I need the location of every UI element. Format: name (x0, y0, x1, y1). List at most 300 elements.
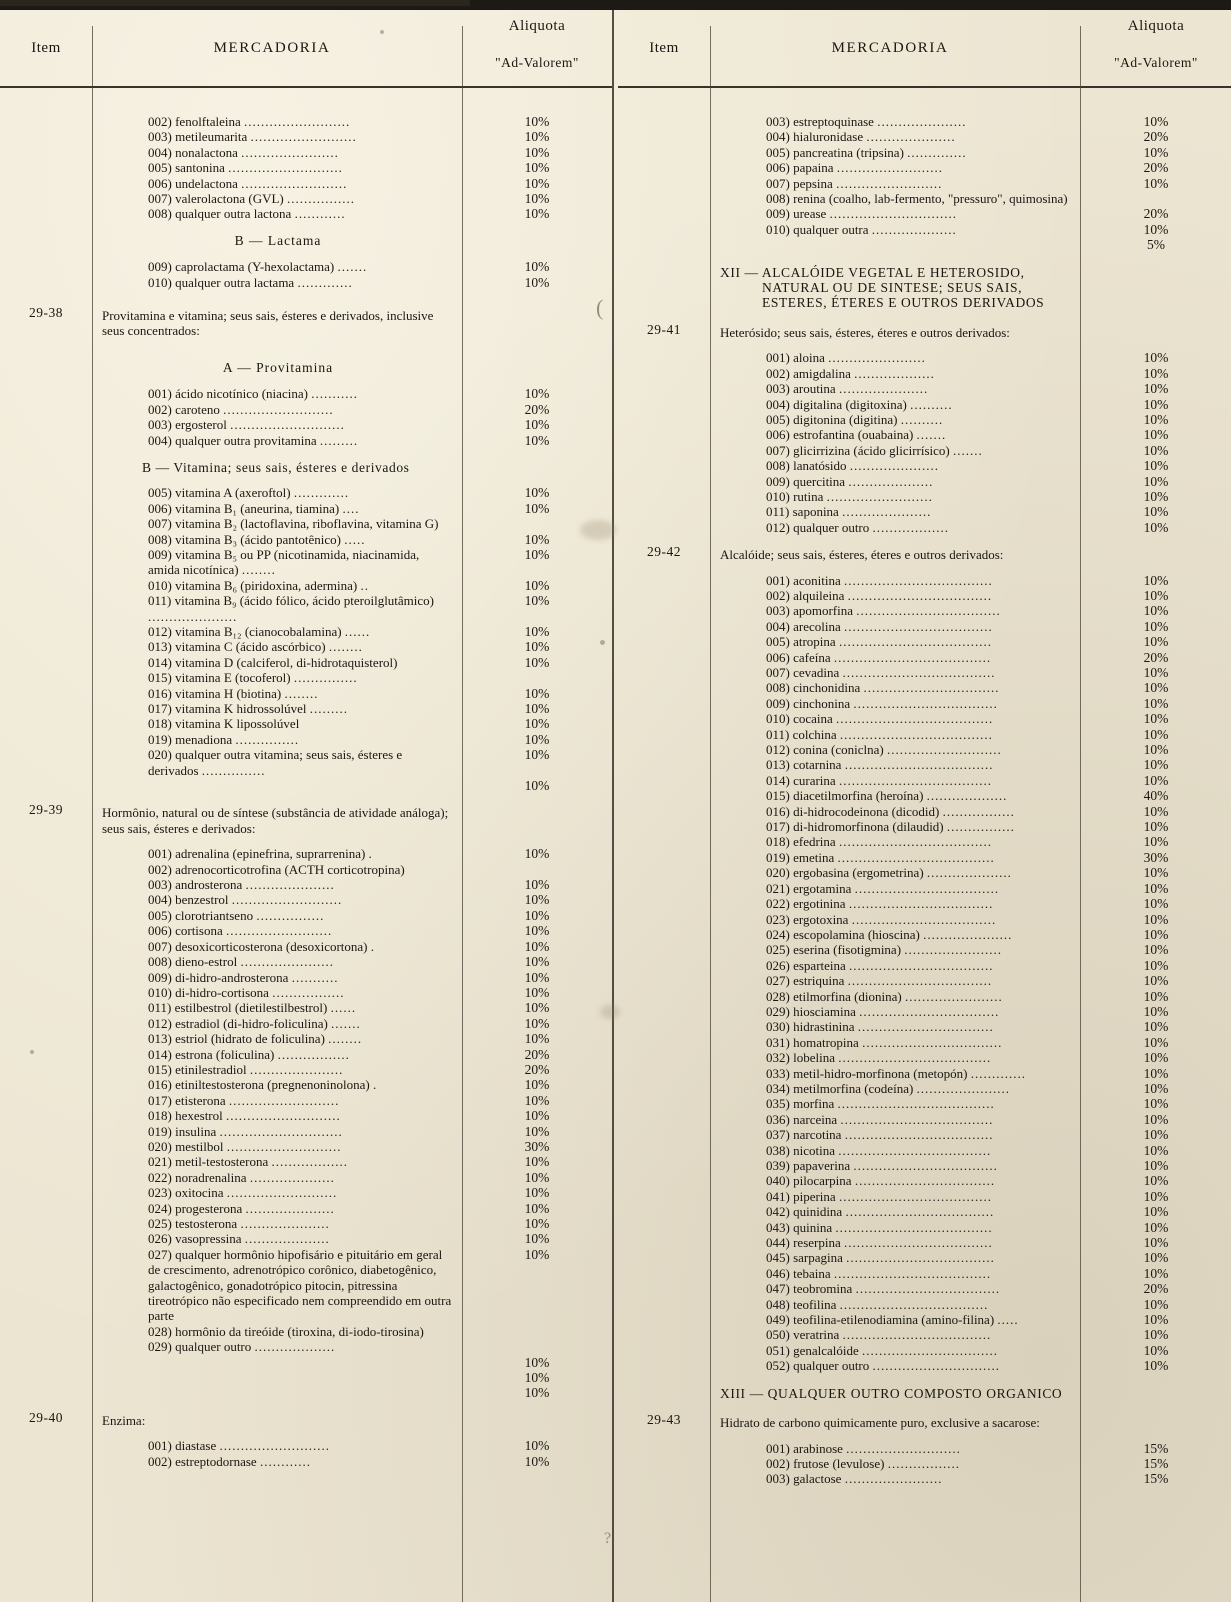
list-item: 004) digitalina (digitoxina) .......... (766, 396, 953, 412)
rate-value: 20% (1143, 649, 1169, 665)
rate-value: 10% (1143, 880, 1169, 896)
list-item: 008) lanatósido ..................... (766, 458, 940, 474)
list-item: 015) etinilestradiol ...................... (148, 1061, 344, 1077)
leader-dots: .................................... (838, 772, 992, 788)
list-item (766, 1066, 1073, 1081)
list-item: 018) vitamina K lipossolúvel (148, 716, 300, 732)
leader-dots: ...................... (916, 1080, 1011, 1096)
rate-value: 10% (1143, 603, 1169, 619)
list-item: 008) qualquer outra lactona ............ (148, 206, 346, 222)
leader-dots: .................................. (849, 957, 994, 973)
item-name: etilmorfina (dionina) (789, 988, 906, 1004)
right-table-header (612, 10, 1231, 88)
list-item (766, 1358, 1073, 1373)
rate-value: 10% (1143, 680, 1169, 696)
list-item: 002) amigdalina ................... (766, 365, 935, 381)
item-number: 047) (766, 1281, 790, 1297)
list-item: 001) diastase .......................... (148, 1438, 330, 1454)
rate-cell: 10% 20% 10% 10% (524, 386, 550, 448)
leader-dots: ......................... (244, 114, 351, 129)
item-name: tebaina (789, 1265, 834, 1281)
header-aliquota-line2: "Ad-Valorem" (495, 55, 579, 70)
rate-value: 10% (1143, 926, 1169, 942)
list-item (766, 742, 1073, 757)
item-code: 29-40 (29, 1409, 63, 1425)
leader-dots: .................................. (851, 911, 997, 927)
rate-value: 10% (1143, 1235, 1169, 1251)
item-number: 006) (766, 649, 790, 665)
item-number: 012) (766, 742, 790, 758)
item-name: aconitina (789, 572, 844, 588)
item-number: 041) (766, 1188, 790, 1204)
list-item (766, 650, 1073, 665)
list-item (766, 1035, 1073, 1050)
item-name: ergotamina (789, 880, 855, 896)
list-item (766, 912, 1073, 927)
item-name: reserpina (789, 1235, 844, 1251)
item-name: narceina (789, 1111, 841, 1127)
list-item: 007) valerolactona (GVL) ................ (148, 191, 355, 207)
list-item: 001) aloina ....................... (766, 350, 926, 366)
item-name: escopolamina (hioscina) (789, 926, 924, 942)
list-item: 010) qualquer outra lactama ............. (148, 274, 353, 290)
rate-cell: 10% 20% 10% 20% 10% 20% 10% 5% (1143, 114, 1169, 253)
item-number: 038) (766, 1142, 790, 1158)
chapter-title-xiii: XIII — QUALQUER OUTRO COMPOSTO ORGANICO (720, 1385, 1063, 1401)
list-item (766, 588, 1073, 603)
item-name: cotarnina (789, 757, 845, 773)
item-name: estriquina (789, 973, 848, 989)
item-name: curarina (789, 772, 839, 788)
list-item: 011) saponina ..................... (766, 504, 932, 520)
rate-value: 10% (1143, 1250, 1169, 1266)
leader-dots: ................................... (839, 1296, 989, 1312)
list-item (766, 665, 1073, 680)
rate-cell: 10% 10% (524, 1438, 550, 1469)
list-item: 005) santonina ........................... (148, 160, 343, 176)
list-item (766, 1173, 1073, 1188)
list-item (766, 1266, 1073, 1281)
list-item: 008) vitamina B₃ (ácido pantotênico) ..... (148, 531, 366, 547)
list-item: 003) estreptoquinase ..................... (766, 114, 967, 129)
rate-value: 10% (1143, 618, 1169, 634)
rate-value: 10% (1143, 1342, 1169, 1358)
rate-cell: 10% 10% 10% 10% 10% 10% 10% 10% 10% 10% 10% 10% 20% 20% 10% 10% 10% 10% 30% 10% 10% 10% 10% 10% 10% 10% 10% 10% 10% (524, 846, 550, 1401)
rate-value: 20% (1143, 1281, 1169, 1297)
leader-dots: .................................. (853, 695, 998, 711)
entry-lead-text: Heterósido; seus sais, ésteres, éteres e outros derivados: (720, 324, 1010, 340)
leader-dots: ................................... (844, 757, 994, 773)
list-item: 022) noradrenalina .................... (148, 1169, 335, 1185)
list-item: 013) vitamina C (ácido ascórbico) ........ (148, 639, 363, 655)
list-item: 017) etisterona .......................... (148, 1092, 340, 1108)
group-title-provitamina: A — Provitamina (222, 359, 334, 375)
list-item (766, 1004, 1073, 1019)
header-aliquota-line1: Aliquota (508, 18, 566, 34)
leader-dots: ................................. (854, 1173, 996, 1189)
item-number: 016) (766, 803, 790, 819)
chapter-title-xii: XII — ALCALÓIDE VEGETAL E HETEROSIDO, NATURAL OU DE SINTESE; SEUS SAIS, ESTERES, ÉTERES E OUTROS DERIVADOS (720, 264, 1045, 311)
item-name: morfina (789, 1096, 838, 1112)
rate-cell (1081, 573, 1231, 1374)
list-item: 009) urease .............................. (766, 206, 958, 222)
list-item: 003) aroutina ..................... (766, 381, 929, 397)
item-name: colchina (789, 726, 840, 742)
list-item (766, 1297, 1073, 1312)
scan-speck (380, 30, 384, 34)
list-item: 023) oxitocina .......................... (148, 1185, 338, 1201)
list-item: 005) pancreatina (tripsina) .............. (766, 144, 967, 160)
list-item (766, 1204, 1073, 1219)
list-item: 012) estradiol (di-hidro-foliculina) ....... (148, 1015, 361, 1031)
item-name: esparteina (789, 957, 850, 973)
item-number: 010) (766, 711, 790, 727)
list-item (766, 1081, 1073, 1096)
list-item (766, 1250, 1073, 1265)
rate-value: 10% (1143, 1050, 1169, 1066)
item-number: 025) (766, 942, 790, 958)
entry-lead-text: Hormônio, natural ou de síntese (substância de atividade análoga); seus sais, ésteres e derivados: (102, 805, 449, 836)
list-item: 006) estrofantina (ouabaina) ....... (766, 427, 947, 443)
item-number: 033) (766, 1065, 790, 1081)
leader-dots: ..... (997, 1312, 1019, 1328)
item-number: 015) (766, 788, 790, 804)
item-name: metil-hidro-morfinona (metopón) (789, 1065, 971, 1081)
item-number: 048) (766, 1296, 790, 1312)
item-name: teofilina (789, 1296, 840, 1312)
item-name: genalcalóide (789, 1342, 863, 1358)
leader-dots: ................................... (842, 1327, 992, 1343)
list-item: 007) desoxicorticosterona (desoxicortona) . (148, 938, 375, 954)
list-item (766, 788, 1073, 803)
leader-dots: ..................................... (836, 711, 994, 727)
list-item: 010) qualquer outra .................... (766, 221, 957, 237)
leader-dots: ................... (926, 788, 1008, 804)
list-item: 007) glicirrizina (ácido glicirrísico) ....... (766, 442, 983, 458)
table-row (0, 846, 612, 1401)
item-name: cocaina (789, 711, 837, 727)
leader-dots: .................................... (838, 834, 992, 850)
rate-value: 10% (1143, 942, 1169, 958)
leader-dots: ............. (970, 1065, 1026, 1081)
scan-speck (600, 640, 605, 645)
list-item: 003) galactose ....................... (766, 1471, 943, 1487)
entry-lead-text: Provitamina e vitamina; seus sais, ésteres e derivados, inclusive seus concentrados: (102, 308, 434, 339)
rate-value: 10% (1143, 957, 1169, 973)
leader-dots: ................. (942, 803, 1015, 819)
list-item: 004) hialuronidase ..................... (766, 129, 956, 145)
leader-dots: ................................ (862, 1342, 999, 1358)
rate-value: 10% (1143, 772, 1169, 788)
rate-value: 10% (1143, 1096, 1169, 1112)
leader-dots: .................................. (856, 603, 1001, 619)
list-item (766, 1343, 1073, 1358)
entry-29-41 (618, 321, 1231, 350)
list-item (766, 680, 1073, 695)
list-item (766, 711, 1073, 726)
list-item (766, 573, 1073, 588)
item-name: metilmorfina (codeína) (789, 1080, 917, 1096)
item-code: 29-39 (29, 802, 63, 818)
rate-value: 10% (1143, 1158, 1169, 1173)
left-column (0, 10, 612, 1602)
list-item: 006) vitamina B₁ (aneurina, tiamina) .... (148, 500, 360, 516)
item-number: 005) (766, 634, 790, 650)
entry-29-40 (0, 1409, 612, 1438)
rate-cell: 10% 10% 10% 10% 10% 10% 10% 10% 10% 10% 10% 10% (1143, 350, 1169, 535)
list-item (766, 927, 1073, 942)
list-item: 009) vitamina B₅ ou PP (nicotinamida, niacinamida, amida nicotínica) ........ (148, 546, 420, 578)
item-name: ergotoxina (789, 911, 852, 927)
leader-dots: ................................ (863, 680, 1000, 696)
item-number: 004) (766, 618, 790, 634)
scan-mark: ? (604, 1530, 612, 1547)
list-item: 027) qualquer hormônio hipofisário e pituitário em geral de crescimento, adrenotrópico corônico, diabetogênico, galactogênico, gonadotrópico pitocin, pitressina tireotrópico não especificado nem compreendido em outra parte (148, 1246, 452, 1324)
item-number: 031) (766, 1034, 790, 1050)
header-aliquota-line2: "Ad-Valorem" (1114, 55, 1198, 70)
list-item (766, 850, 1073, 865)
list-item: 004) benzestrol .......................... (148, 892, 343, 908)
list-item (766, 1127, 1073, 1142)
list-item (766, 881, 1073, 896)
item-number: 024) (766, 926, 790, 942)
list-item: 007) pepsina ......................... (766, 175, 943, 191)
scan-mark: ( (596, 295, 604, 320)
item-code: 29-41 (647, 321, 681, 337)
item-name: hidrastinina (789, 1019, 858, 1035)
list-item (766, 1050, 1073, 1065)
item-number: 028) (766, 988, 790, 1004)
list-item: 004) nonalactona ....................... (148, 144, 339, 160)
list-item: 020) mestilbol ........................... (148, 1138, 342, 1154)
leader-dots: .................................. (853, 1158, 998, 1173)
item-name: atropina (789, 634, 839, 650)
rate-value: 10% (1143, 803, 1169, 819)
item-number: 002) (766, 587, 790, 603)
list-item: 009) quercitina .................... (766, 473, 934, 489)
list-item (766, 973, 1073, 988)
item-number: 045) (766, 1250, 790, 1266)
entry-lead-text: Enzima: (102, 1412, 146, 1428)
header-item: Item (31, 40, 61, 56)
scan-speck (30, 1050, 34, 1054)
header-aliquota (1081, 18, 1231, 71)
list-item: 010) vitamina B₆ (piridoxina, adermina) .. (148, 577, 369, 593)
rate-value: 10% (1143, 634, 1169, 650)
rate-value: 10% (1143, 1142, 1169, 1158)
item-number: 009) (766, 695, 790, 711)
item-name: teofilina-etilenodiamina (amino-filina) (789, 1312, 998, 1328)
item-number: 011) (766, 726, 790, 742)
list-item: 015) vitamina E (tocoferol) ............... (148, 670, 358, 686)
table-row (618, 114, 1231, 253)
rate-value: 40% (1143, 788, 1169, 804)
header-mercadoria: MERCADORIA (213, 40, 331, 56)
leader-dots: .................................... (839, 726, 993, 742)
list-item (766, 958, 1073, 973)
leader-dots: ................................... (843, 1235, 993, 1251)
rate-value: 10% (1143, 834, 1169, 850)
rate-value: 10% (1143, 1127, 1169, 1143)
list-item: 005) clorotriantseno ................ (148, 907, 325, 923)
item-number: 020) (766, 865, 790, 881)
list-item: 008) renina (coalho, lab-fermento, "pressuro", quimosina) (766, 191, 1068, 207)
list-item: 003) androsterona ..................... (148, 877, 335, 893)
rate-value: 10% (1143, 911, 1169, 927)
rate-value: 30% (1143, 849, 1169, 865)
item-number: 052) (766, 1358, 790, 1374)
item-number: 035) (766, 1096, 790, 1112)
list-item: 005) digitonina (digitina) .......... (766, 411, 944, 427)
rate-value: 10% (1143, 1080, 1169, 1096)
header-item: Item (649, 40, 679, 56)
list-item: 007) vitamina B₂ (lactoflavina, riboflavina, vitamina G) (148, 516, 439, 532)
two-column-table (0, 10, 1231, 1602)
item-number: 051) (766, 1342, 790, 1358)
rate-cell: 10% 10% (524, 259, 550, 290)
item-name: papaverina (789, 1158, 854, 1173)
rate-value: 10% (1143, 1265, 1169, 1281)
list-item: 001) arabinose ........................... (766, 1440, 961, 1456)
chapter-heading-row (618, 1374, 1231, 1411)
list-item: 029) qualquer outro ................... (148, 1339, 336, 1355)
item-number: 034) (766, 1080, 790, 1096)
rate-value: 10% (1143, 988, 1169, 1004)
list-item (766, 834, 1073, 849)
item-number: 008) (766, 680, 790, 696)
entry-lead-text: Alcalóide; seus sais, ésteres, éteres e outros derivados: (720, 547, 1004, 563)
group-heading-row (0, 448, 612, 485)
rate-value: 10% (1143, 711, 1169, 727)
list-item: 016) vitamina H (biotina) ........ (148, 685, 319, 701)
list-item: 026) vasopressina .................... (148, 1231, 330, 1247)
item-name: diacetilmorfina (heroína) (789, 788, 927, 804)
list-item (766, 1312, 1073, 1327)
list-item (766, 1327, 1073, 1342)
list-item: 006) cortisona ......................... (148, 923, 333, 939)
leader-dots: ................................. (862, 1034, 1003, 1050)
list-item: 006) undelactona ......................... (148, 175, 348, 191)
list-item: 014) estrona (foliculina) ................. (148, 1046, 350, 1062)
item-number: 017) (766, 819, 790, 835)
leader-dots: .................................... (842, 665, 996, 680)
list-item: 003) ergosterol ........................... (148, 417, 345, 433)
item-name: piperina (789, 1188, 839, 1204)
rate-value: 10% (1143, 572, 1169, 588)
table-row (0, 386, 612, 448)
leader-dots: .............................. (872, 1358, 1001, 1374)
list-item (766, 1158, 1073, 1173)
table-row (0, 1438, 612, 1469)
group-heading-row (0, 222, 612, 259)
right-column (612, 10, 1231, 1602)
item-number: 014) (766, 772, 790, 788)
item-name: teobromina (789, 1281, 856, 1297)
rate-value: 10% (1143, 865, 1169, 881)
leader-dots: ..................................... (835, 1219, 993, 1235)
item-name: cinchonidina (789, 680, 864, 696)
list-item: 021) metil-testosterona .................. (148, 1154, 348, 1170)
item-name: fenolftaleina (175, 114, 241, 129)
item-name: di-hidrocodeinona (dicodid) (789, 803, 943, 819)
group-heading-row (0, 349, 612, 386)
item-name: pilocarpina (789, 1173, 855, 1189)
rate-value: 10% (1143, 695, 1169, 711)
group-title-lactama: B — Lactama (234, 232, 322, 248)
leader-dots: .................................... (838, 1142, 992, 1158)
entry-lead-text: Hidrato de carbono quimicamente puro, exclusive a sacarose: (720, 1415, 1040, 1431)
item-number: 021) (766, 880, 790, 896)
list-item (766, 1112, 1073, 1127)
item-name: di-hidromorfinona (dilaudid) (789, 819, 947, 835)
rate-cell: 10% 10% 10% 10% 10% 10% 10% (524, 114, 550, 222)
leader-dots: .................................... (838, 1050, 992, 1066)
leader-dots: ................................. (859, 1003, 1000, 1019)
list-item (766, 603, 1073, 618)
rate-value: 10% (1143, 742, 1169, 758)
list-item (766, 1143, 1073, 1158)
item-number: 022) (766, 896, 790, 912)
leader-dots: ................................ (857, 1019, 994, 1035)
list-item (766, 1220, 1073, 1235)
item-code: 29-42 (647, 544, 681, 560)
list-item: 016) etiniltestosterona (pregnenoninolona) . (148, 1077, 378, 1093)
table-row (0, 114, 612, 222)
item-name: narcotina (789, 1127, 845, 1143)
list-item: 003) metileumarita ......................... (148, 129, 357, 145)
item-number: 029) (766, 1003, 790, 1019)
list-item: 002) frutose (levulose) ................. (766, 1455, 960, 1471)
item-name: arecolina (789, 618, 844, 634)
list-item: 028) hormônio da tireóide (tiroxina, di-iodo-tirosina) (148, 1323, 424, 1339)
item-number: 013) (766, 757, 790, 773)
item-name: qualquer outro (789, 1358, 873, 1374)
item-number: 002) (148, 114, 172, 129)
item-name: cinchonina (789, 695, 854, 711)
scan-smudge (580, 520, 616, 540)
leader-dots: ..................................... (833, 1265, 992, 1281)
list-item (766, 757, 1073, 772)
list-item: 009) di-hidro-androsterona ........... (148, 969, 339, 985)
leader-dots: ................ (946, 819, 1015, 835)
list-item: 010) rutina ......................... (766, 488, 933, 504)
leader-dots: ................................... (844, 572, 993, 588)
rate-value: 10% (1143, 973, 1169, 989)
entry-29-43 (618, 1411, 1231, 1440)
list-item (766, 896, 1073, 911)
leader-dots: ..................................... (837, 849, 995, 865)
item-number: 018) (766, 834, 790, 850)
scan-smudge (600, 1005, 620, 1019)
header-mercadoria: MERCADORIA (831, 40, 949, 56)
leader-dots: ........................... (886, 742, 1002, 758)
list-item (766, 1096, 1073, 1111)
rate-value: 10% (1143, 1358, 1169, 1374)
item-number: 023) (766, 911, 790, 927)
rate-value: 10% (1143, 1312, 1169, 1328)
rate-value: 10% (1143, 587, 1169, 603)
rate-value: 10% (1143, 1219, 1169, 1235)
rate-value: 10% (1143, 757, 1169, 773)
entry-29-38 (0, 304, 612, 349)
list-item (766, 819, 1073, 834)
item-name: eserina (fisotigmina) (789, 942, 905, 958)
left-top-list (0, 114, 612, 222)
item-name: lobelina (789, 1050, 839, 1066)
list-item: 001) ácido nicotínico (niacina) ........... (148, 386, 358, 402)
item-number: 050) (766, 1327, 790, 1343)
entry-29-39 (0, 801, 612, 846)
